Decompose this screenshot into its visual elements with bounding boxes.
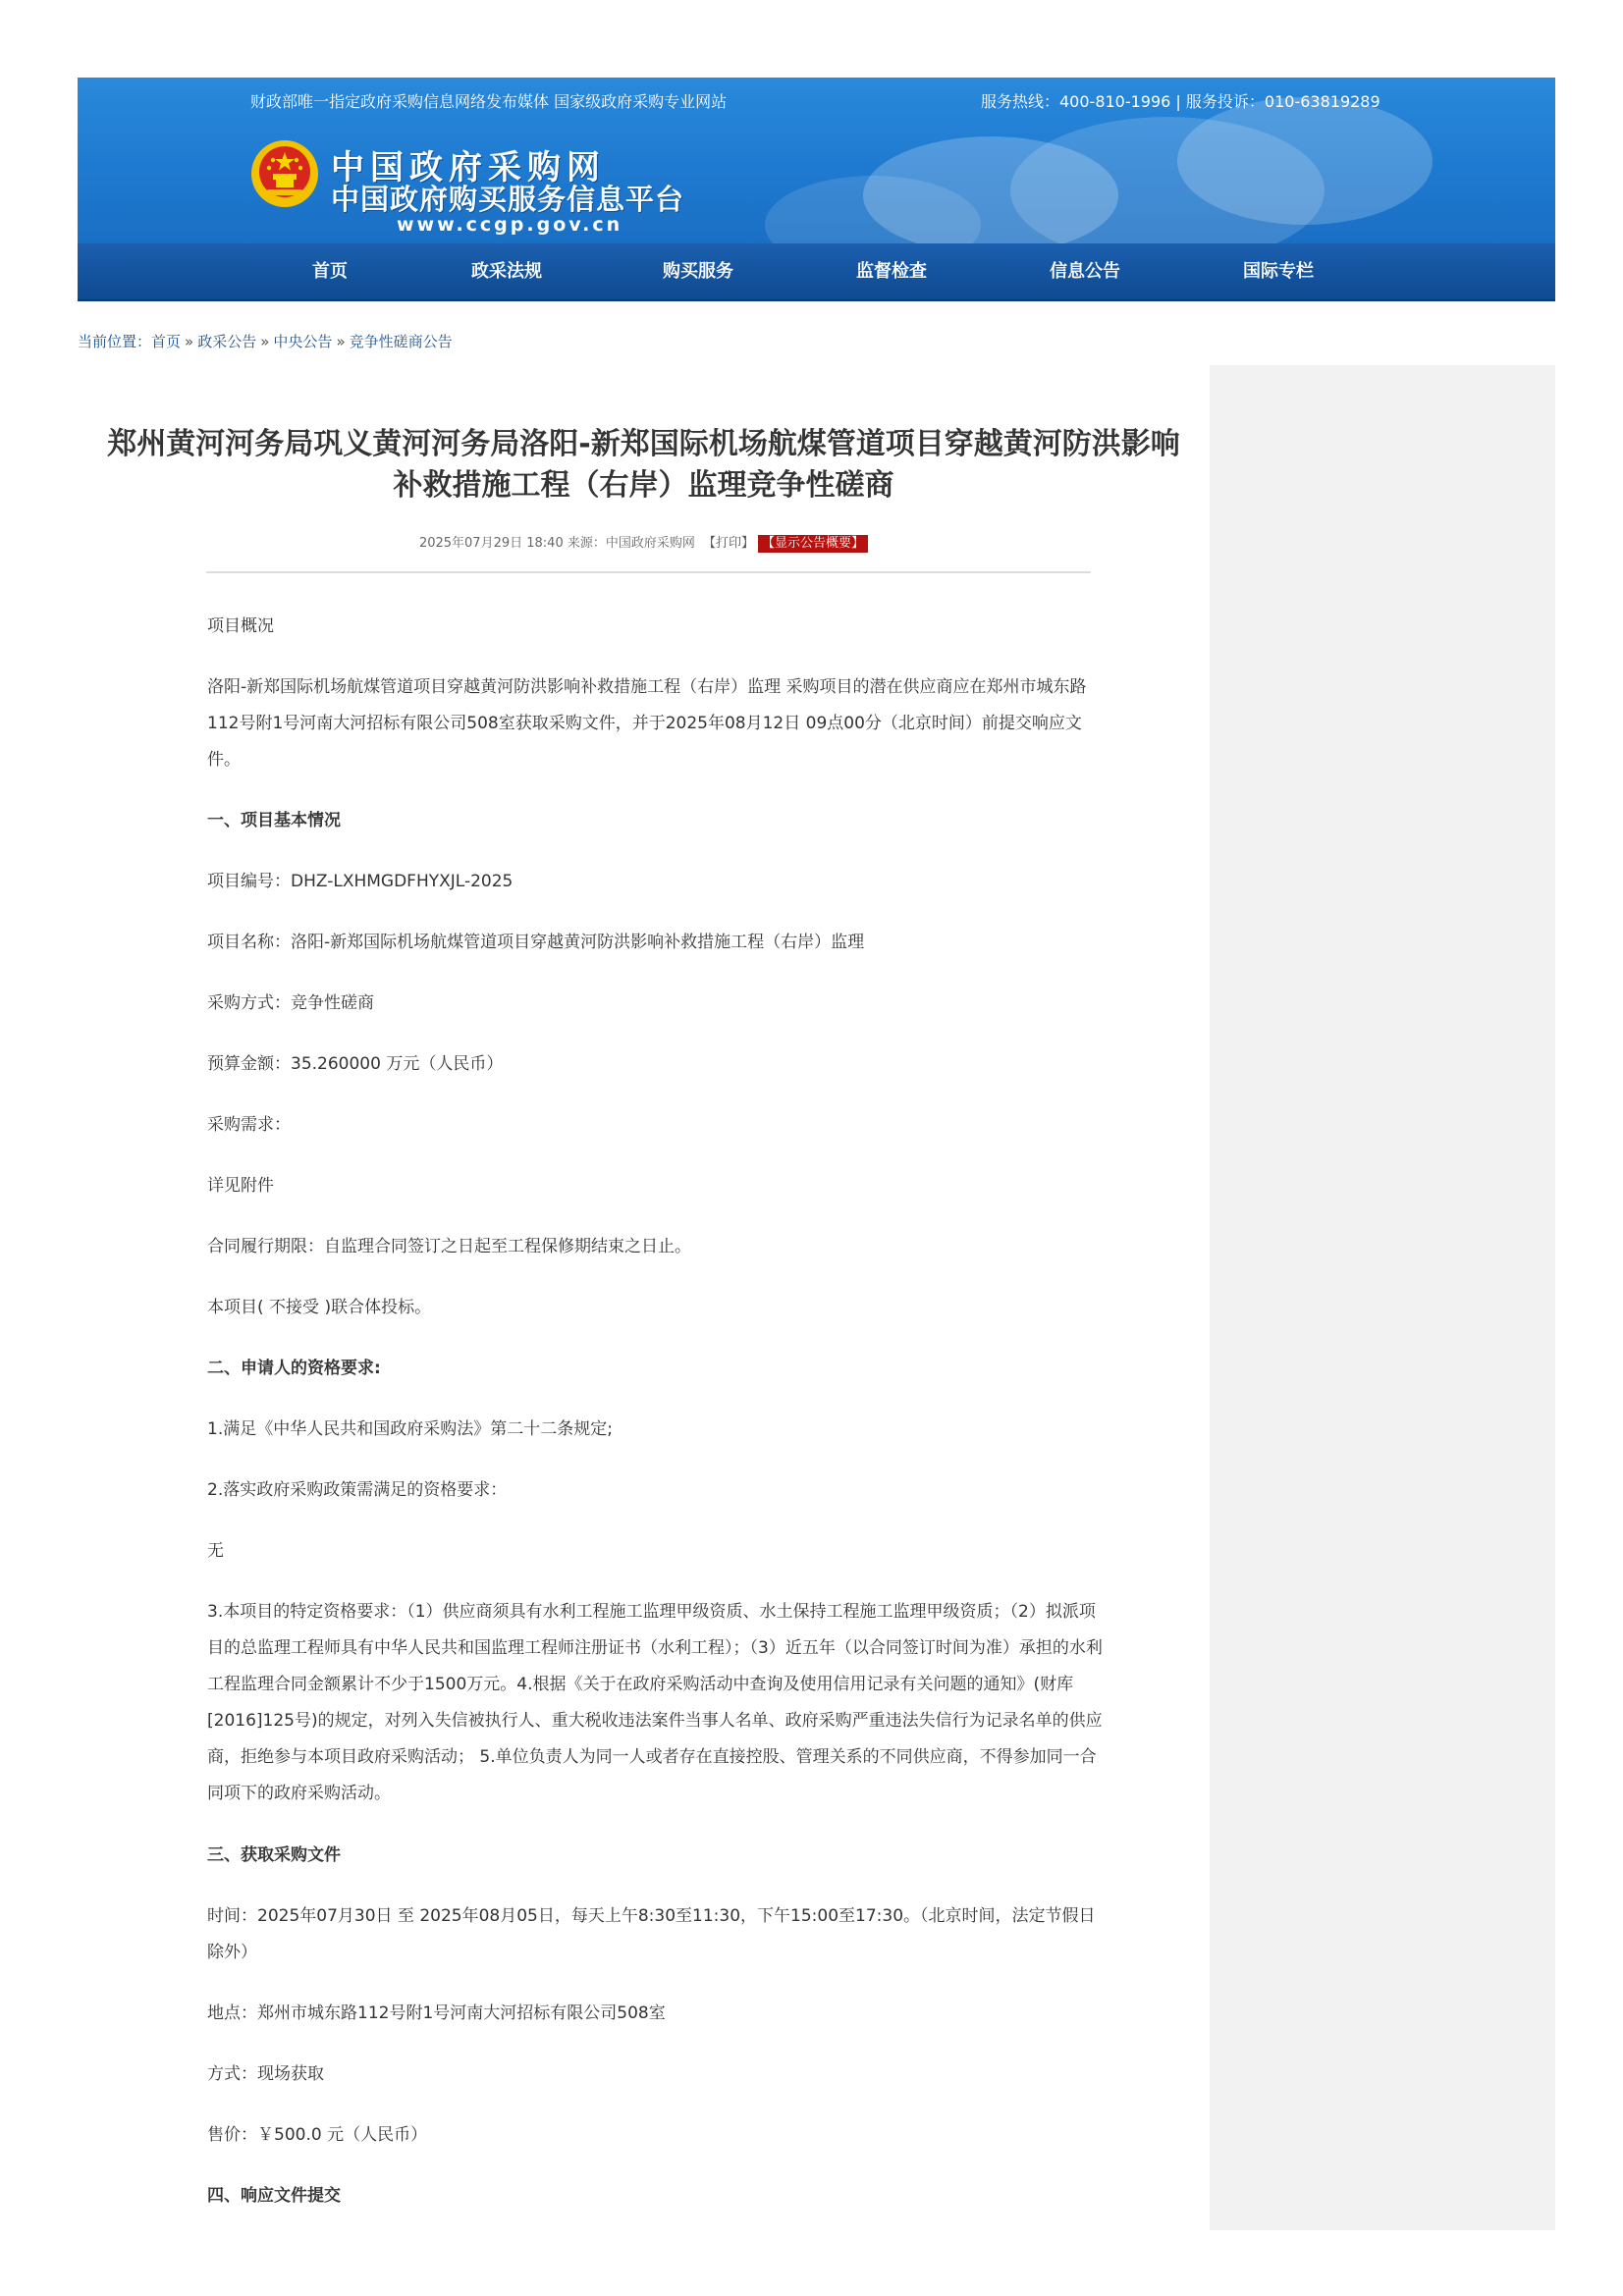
article-title-line-1: 郑州黄河河务局巩义黄河河务局洛阳-新郑国际机场航煤管道项目穿越黄河防洪影响 xyxy=(107,427,1180,461)
paragraph: 项目编号：DHZ-LXHMGDFHYXJL-2025 xyxy=(207,872,514,891)
site-slogan: 财政部唯一指定政府采购信息网络发布媒体 国家级政府采购专业网站 xyxy=(250,92,728,111)
breadcrumb-separator: » xyxy=(336,333,346,350)
paragraph: 采购需求： xyxy=(207,1115,291,1135)
nav-item-supervision[interactable]: 监督检查 xyxy=(856,261,927,282)
section-heading: 三、获取采购文件 xyxy=(207,1845,341,1865)
nav-item-announcements[interactable]: 信息公告 xyxy=(1050,261,1120,282)
paragraph: 项目概况 xyxy=(207,616,274,636)
print-link[interactable]: 【打印】 xyxy=(703,536,755,551)
logo-title[interactable]: 中国政府采购网 xyxy=(331,148,606,187)
breadcrumb-item-current[interactable]: 竞争性磋商公告 xyxy=(349,333,453,350)
nav-item-regulations[interactable]: 政采法规 xyxy=(471,261,542,282)
article-source: 来源：中国政府采购网 xyxy=(567,536,695,551)
paragraph: 洛阳-新郑国际机场航煤管道项目穿越黄河防洪影响补救措施工程（右岸）监理 采购项目的潜在供应商应在郑州市城东路112号附1号河南大河招标有限公司508室获取采购文件，并于2025年08月12日 09点00分（北京时间）前提交响应文件。 xyxy=(207,677,1087,770)
right-sidebar xyxy=(1210,365,1555,2230)
paragraph: 预算金额：35.260000 万元（人民币） xyxy=(207,1054,504,1074)
nav-item-international[interactable]: 国际专栏 xyxy=(1243,261,1314,282)
publish-date: 2025年07月29日 18:40 xyxy=(418,536,564,551)
nav-item-home[interactable]: 首页 xyxy=(312,261,348,282)
breadcrumb-separator: » xyxy=(260,333,270,350)
logo-url: www.ccgp.gov.cn xyxy=(397,214,623,236)
article-meta xyxy=(78,532,1210,553)
title-divider xyxy=(206,571,1091,573)
logo-subtitle: 中国政府购买服务信息平台 xyxy=(331,183,685,216)
paragraph: 时间：2025年07月30日 至 2025年08月05日，每天上午8:30至11:30，下午15:00至17:30。（北京时间，法定节假日除外） xyxy=(207,1906,1096,1962)
section-heading: 二、申请人的资格要求: xyxy=(207,1359,381,1378)
national-emblem-icon xyxy=(249,138,320,209)
paragraph: 方式：现场获取 xyxy=(207,2064,324,2084)
breadcrumb-item-announcements[interactable]: 政采公告 xyxy=(197,333,257,350)
breadcrumb-separator: » xyxy=(185,333,194,350)
show-summary-button[interactable]: 【显示公告概要】 xyxy=(758,535,868,553)
article-title-line-2: 补救措施工程（右岸）监理竞争性磋商 xyxy=(393,468,894,503)
breadcrumb-item-central[interactable]: 中央公告 xyxy=(273,333,333,350)
breadcrumb-label: 当前位置： xyxy=(78,333,152,350)
site-header-banner xyxy=(78,78,1555,243)
main-nav xyxy=(78,243,1555,301)
paragraph: 详见附件 xyxy=(207,1176,274,1196)
paragraph: 无 xyxy=(207,1541,224,1561)
paragraph: 合同履行期限：自监理合同签订之日起至工程保修期结束之日止。 xyxy=(207,1237,691,1256)
breadcrumb-item-home[interactable]: 首页 xyxy=(151,333,182,350)
paragraph: 本项目( 不接受 )联合体投标。 xyxy=(207,1298,432,1317)
cloud-decoration xyxy=(1177,97,1433,225)
paragraph: 1.满足《中华人民共和国政府采购法》第二十二条规定; xyxy=(207,1419,613,1439)
paragraph: 地点：郑州市城东路112号附1号河南大河招标有限公司508室 xyxy=(207,2003,666,2023)
article-title xyxy=(78,424,1210,507)
paragraph: 采购方式：竞争性磋商 xyxy=(207,993,374,1013)
section-heading: 一、项目基本情况 xyxy=(207,811,341,830)
nav-item-purchase-services[interactable]: 购买服务 xyxy=(663,261,733,282)
paragraph: 项目名称：洛阳-新郑国际机场航煤管道项目穿越黄河防洪影响补救措施工程（右岸）监理 xyxy=(207,933,865,952)
section-heading: 四、响应文件提交 xyxy=(207,2186,341,2206)
paragraph: 3.本项目的特定资格要求：（1）供应商须具有水利工程施工监理甲级资质、水土保持工程施工监理甲级资质；（2）拟派项目的总监理工程师具有中华人民共和国监理工程师注册证书（水利工程）；（3）近五年（以合同签订时间为准）承担的水利工程监理合同金额累计不少于1500万元。4.根据《关于在政府采购活动中查询及使用信用记录有关问题的通知》(财库[2016]125号)的规定，对列入失信被执行人、重大税收违法案件当事人名单、政府采购严重违法失信行为记录名单的供应商，拒绝参与本项目政府采购活动； 5.单位负责人为同一人或者存在直接控股、管理关系的不同供应商，不得参加同一合同项下的政府采购活动。 xyxy=(207,1602,1103,1803)
paragraph: 2.落实政府采购政策需满足的资格要求： xyxy=(207,1480,508,1500)
breadcrumb xyxy=(78,331,453,351)
paragraph: 售价：￥500.0 元（人民币） xyxy=(207,2125,428,2145)
service-hotline: 服务热线：400-810-1996 | 服务投诉：010-63819289 xyxy=(981,92,1380,111)
